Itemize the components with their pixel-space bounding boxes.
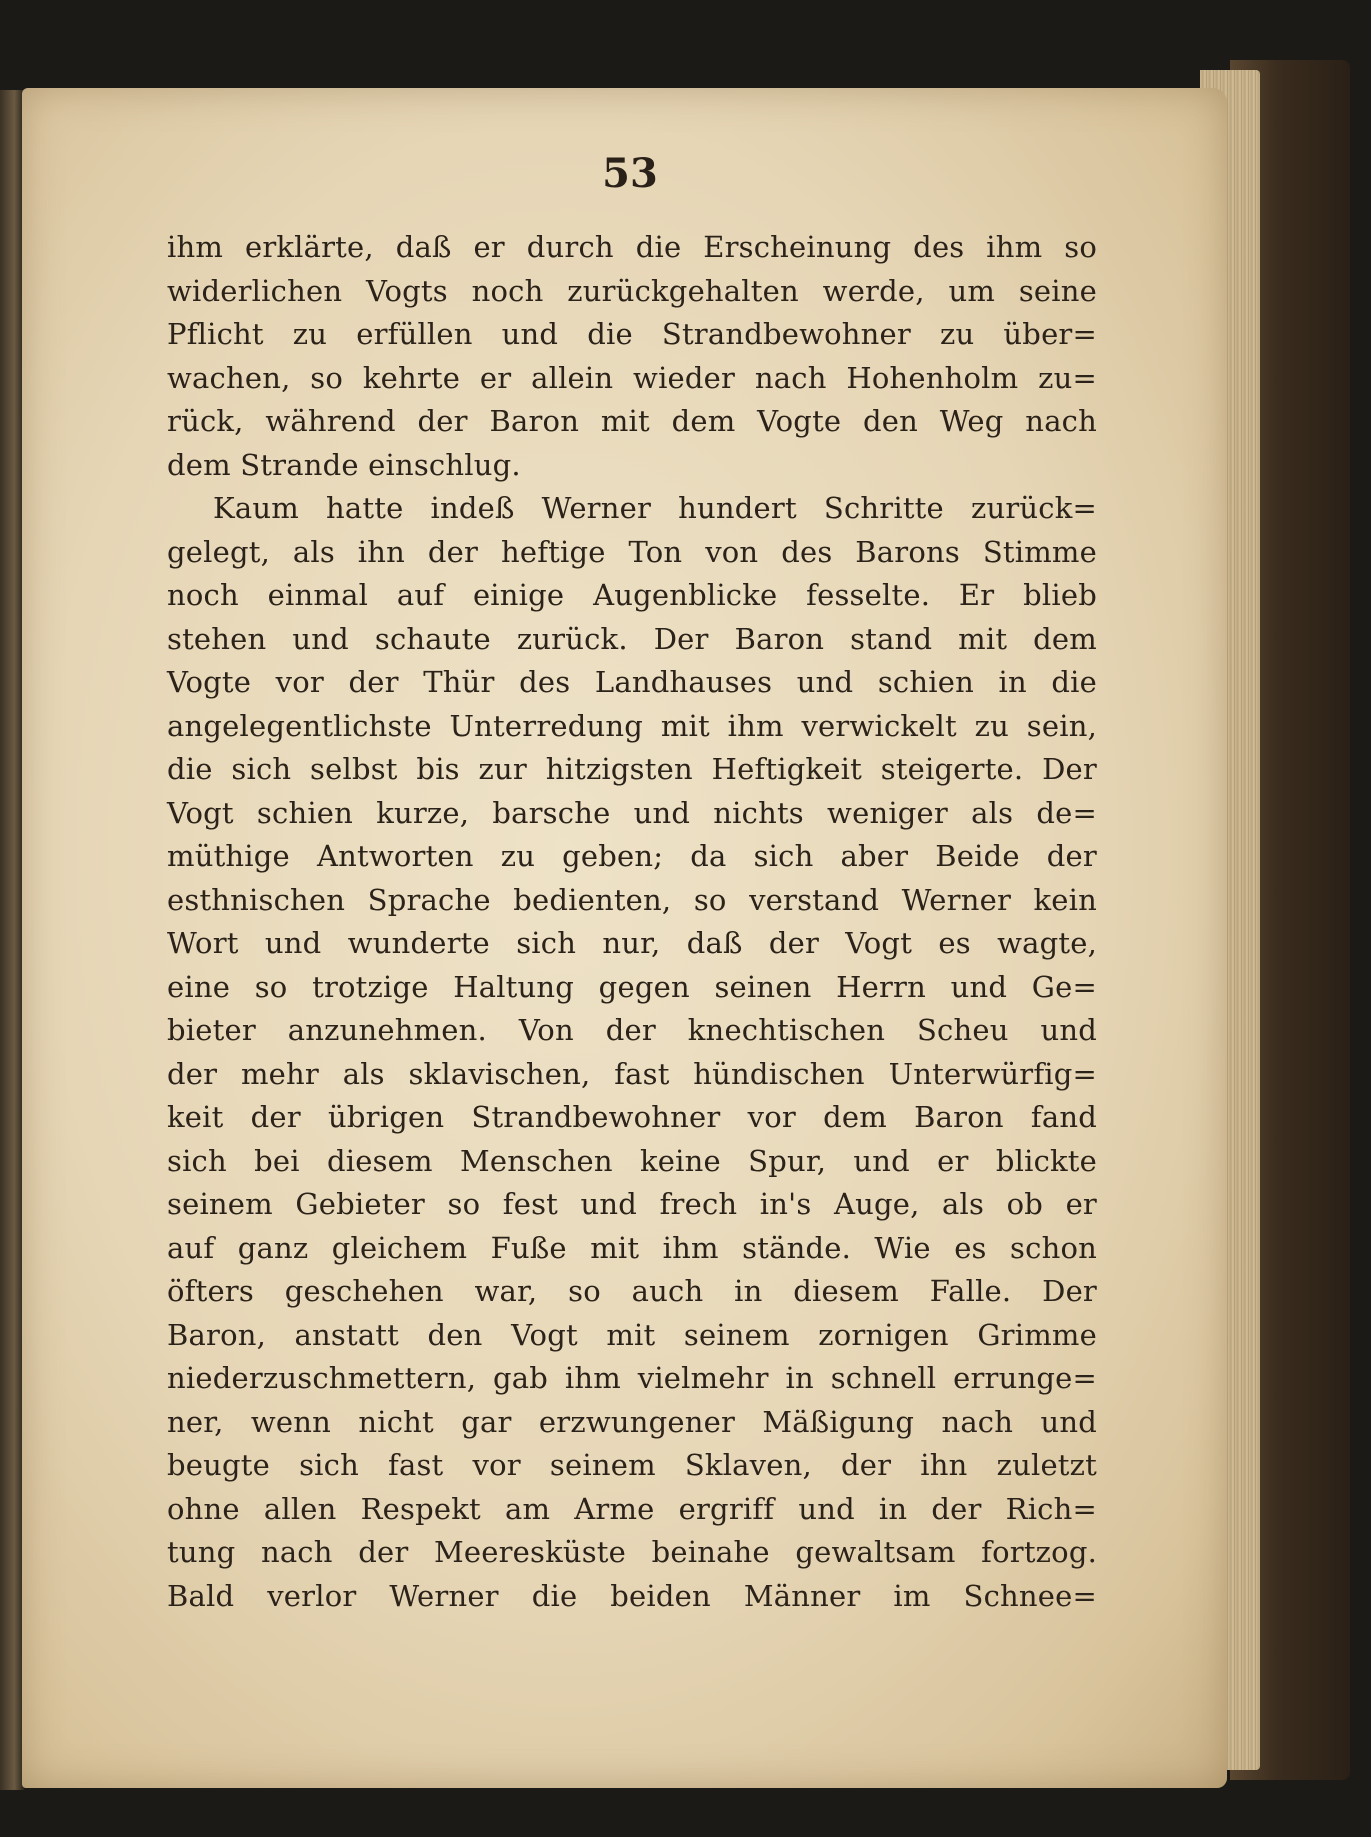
- text-line: noch einmal auf einige Augenblicke fesselte. Er blieb: [167, 578, 1097, 612]
- text-line: Kaum hatte indeß Werner hundert Schritte zurück=: [213, 491, 1097, 525]
- text-line: ihm erklärte, daß er durch die Erscheinung des ihm so: [167, 230, 1097, 264]
- text-line: angelegentlichste Unterredung mit ihm verwickelt zu sein,: [167, 708, 1097, 743]
- text-line: Baron, anstatt den Vogt mit seinem zornigen Grimme: [167, 1317, 1097, 1352]
- text-line: niederzuschmettern, gab ihm vielmehr in schnell errunge=: [167, 1361, 1097, 1395]
- text-line: der mehr als sklavischen, fast hündischen Unterwürfig=: [167, 1056, 1097, 1091]
- text-line: Wort und wunderte sich nur, daß der Vogt es wagte,: [167, 926, 1097, 960]
- text-line: ohne allen Respekt am Arme ergriff und in der Rich=: [167, 1491, 1097, 1526]
- text-line: gelegt, als ihn der heftige Ton von des Barons Stimme: [167, 534, 1097, 569]
- text-line: seinem Gebieter so fest und frech in's Auge, als ob er: [167, 1187, 1097, 1221]
- text-line: die sich selbst bis zur hitzigsten Heftigkeit steigerte. Der: [167, 752, 1097, 786]
- previous-page-edge: [0, 90, 24, 1790]
- text-line: tung nach der Meeresküste beinahe gewaltsam fortzog.: [167, 1535, 1097, 1569]
- text-line: stehen und schaute zurück. Der Baron stand mit dem: [167, 621, 1097, 656]
- text-line: widerlichen Vogts noch zurückgehalten werde, um seine: [167, 273, 1097, 308]
- text-line: esthnischen Sprache bedienten, so verstand Werner kein: [167, 882, 1097, 917]
- text-line: öfters geschehen war, so auch in diesem Falle. Der: [167, 1274, 1097, 1308]
- text-line: keit der übrigen Strandbewohner vor dem Baron fand: [167, 1100, 1097, 1134]
- text-line: eine so trotzige Haltung gegen seinen Herrn und Ge=: [167, 969, 1097, 1004]
- text-line: rück, während der Baron mit dem Vogte den Weg nach: [167, 404, 1097, 438]
- text-line: ner, wenn nicht gar erzwungener Mäßigung nach und: [167, 1404, 1097, 1439]
- page-text: [167, 226, 1097, 1618]
- text-line: wachen, so kehrte er allein wieder nach Hohenholm zu=: [167, 360, 1097, 395]
- text-line: sich bei diesem Menschen keine Spur, und er blickte: [167, 1143, 1097, 1178]
- text-line: Vogte vor der Thür des Landhauses und schien in die: [167, 665, 1097, 699]
- text-line: beugte sich fast vor seinem Sklaven, der ihn zuletzt: [167, 1448, 1097, 1482]
- text-line: bieter anzunehmen. Von der knechtischen Scheu und: [167, 1013, 1097, 1047]
- text-line: Vogt schien kurze, barsche und nichts weniger als de=: [167, 795, 1097, 830]
- text-line: dem Strande einschlug.: [167, 447, 521, 482]
- text-line: Bald verlor Werner die beiden Männer im Schnee=: [167, 1578, 1097, 1613]
- text-line: auf ganz gleichem Fuße mit ihm stände. Wie es schon: [167, 1230, 1097, 1265]
- text-line: Pflicht zu erfüllen und die Strandbewohner zu über=: [167, 317, 1097, 351]
- page-number: 53: [602, 150, 658, 197]
- text-line: müthige Antworten zu geben; da sich aber Beide der: [167, 839, 1097, 873]
